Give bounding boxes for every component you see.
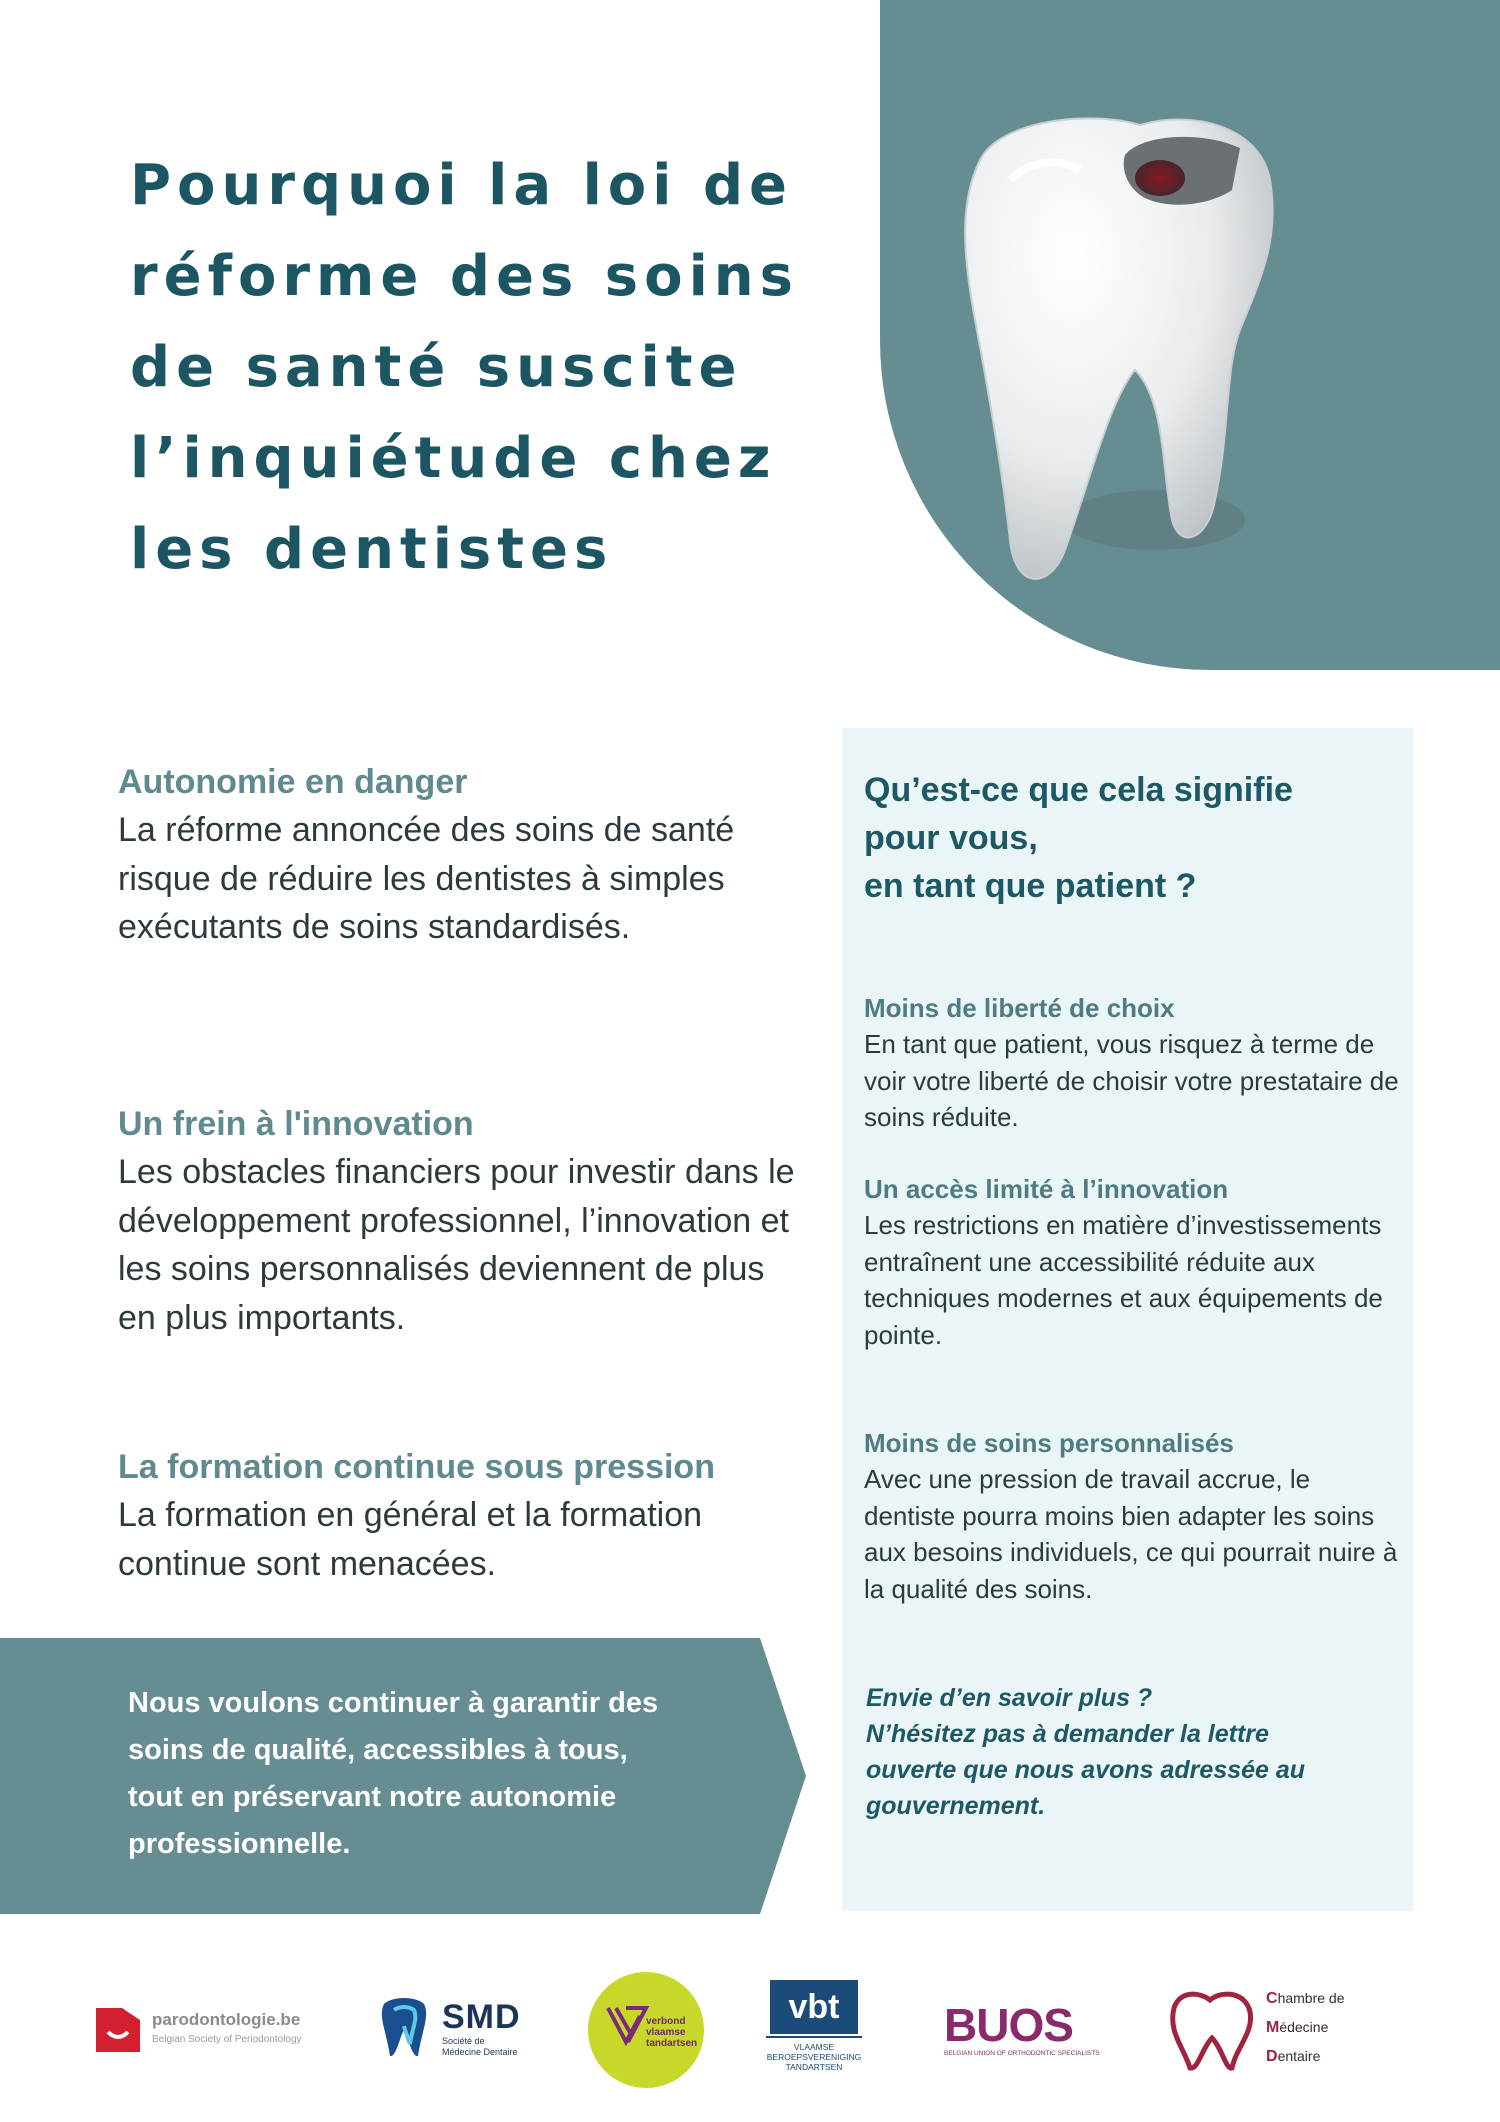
smd-tooth-icon: [378, 1996, 430, 2060]
vvt-text: [646, 2016, 697, 2049]
vvt-line: verbond: [646, 2016, 686, 2027]
cta-line: gouvernement.: [866, 1792, 1046, 1820]
cmd-word: hambre de: [1277, 1990, 1345, 2006]
cmd-text: [1266, 1984, 1345, 2071]
vbt-sub-line: VLAAMSE: [793, 2042, 835, 2052]
logo-parodontologie: [96, 2006, 336, 2056]
panel-title-line: Qu’est-ce que cela signifie: [864, 771, 1293, 809]
vbt-divider: [766, 2036, 862, 2038]
section-text: Les obstacles financiers pour investir dans le développement professionnel, l’innovation et les soins personnalisés deviennent de plus en plus importants.: [118, 1153, 795, 1337]
smd-sub-line: Société de: [442, 2036, 485, 2046]
section-text: La réforme annoncée des soins de santé risque de réduire les dentistes à simples exécutants de soins standardisés.: [118, 811, 735, 946]
vvt-line: tandartsen: [646, 2038, 698, 2049]
parodontologie-logo-icon: [96, 2008, 140, 2052]
vvt-line: vlaamse: [646, 2027, 686, 2038]
vbt-sub-line: BEROEPSVERENIGING: [766, 2052, 862, 2062]
panel-section-choix: [864, 990, 1404, 1136]
section-heading: La formation continue sous pression: [118, 1448, 715, 1486]
tooth-illustration: [940, 100, 1280, 620]
panel-title-line: pour vous,: [864, 819, 1038, 857]
parodontologie-name: parodontologie.be: [152, 2010, 301, 2029]
panel-title: [864, 766, 1394, 910]
section-formation: [118, 1443, 808, 1588]
smd-sub: [442, 2036, 518, 2058]
buos-name: BUOS: [944, 1999, 1073, 2051]
section-heading: Un frein à l'innovation: [118, 1105, 474, 1143]
cmd-initial: C: [1266, 1990, 1278, 2007]
smd-name: SMD: [442, 1998, 521, 2036]
page-title: Pourquoi la loi de réforme des soins de santé suscite l’inquiétude chez les dentistes: [130, 153, 799, 582]
vbt-name: vbt: [770, 1980, 858, 2034]
panel-section-text: Les restrictions en matière d’investissements entraînent une accessibilité réduite aux techniques modernes et aux équipements de pointe.: [864, 1210, 1383, 1350]
cmd-initial: D: [1266, 2048, 1278, 2065]
cta-line: ouverte que nous avons adressée au: [866, 1756, 1306, 1784]
vbt-sub: [766, 2042, 862, 2072]
cmd-tooth-icon: [1166, 1988, 1256, 2072]
cmd-initial: M: [1266, 2019, 1280, 2036]
panel-title-line: en tant que patient ?: [864, 867, 1197, 905]
statement-banner: [0, 1638, 808, 1914]
cta-line: N’hésitez pas à demander la lettre: [866, 1720, 1269, 1748]
panel-section-heading: Moins de soins personnalisés: [864, 1428, 1234, 1458]
logo-smd: [378, 1996, 528, 2066]
section-heading: Autonomie en danger: [118, 763, 468, 801]
logo-vbt: [766, 1980, 862, 2090]
logo-vvt: [588, 1972, 704, 2088]
buos-sub: BELGIAN UNION OF ORTHODONTIC SPECIALISTS: [944, 2050, 1100, 2057]
logo-buos: [944, 2000, 1104, 2060]
partner-logos: [0, 1960, 1500, 2110]
call-to-action: [866, 1680, 1386, 1824]
section-autonomie: [118, 758, 808, 952]
panel-section-innovation: [864, 1171, 1404, 1353]
logo-cmd: [1166, 1984, 1366, 2078]
banner-text: Nous voulons continuer à garantir des soins de qualité, accessibles à tous, tout en préservant notre autonomie professionnelle.: [128, 1687, 659, 1860]
panel-section-text: Avec une pression de travail accrue, le dentiste pourra moins bien adapter les soins aux besoins individuels, ce qui pourrait nuire à la qualité des soins.: [864, 1464, 1398, 1604]
cmd-word: entaire: [1277, 2048, 1321, 2064]
patient-info-panel: [842, 728, 1413, 1911]
section-text: La formation en général et la formation continue sont menacées.: [118, 1496, 703, 1583]
parodontologie-sub: Belgian Society of Periodontology: [152, 2034, 302, 2045]
cmd-word: édecine: [1279, 2019, 1329, 2035]
smd-sub-line: Médecine Dentaire: [442, 2047, 518, 2057]
vbt-sub-line: TANDARTSEN: [785, 2062, 843, 2072]
panel-section-heading: Un accès limité à l’innovation: [864, 1174, 1229, 1204]
panel-section-heading: Moins de liberté de choix: [864, 993, 1175, 1023]
panel-section-soins: [864, 1425, 1404, 1607]
panel-section-text: En tant que patient, vous risquez à terme de voir votre liberté de choisir votre prestataire de soins réduite.: [864, 1029, 1399, 1132]
cta-line: Envie d’en savoir plus ?: [866, 1684, 1153, 1712]
section-innovation: [118, 1100, 808, 1342]
